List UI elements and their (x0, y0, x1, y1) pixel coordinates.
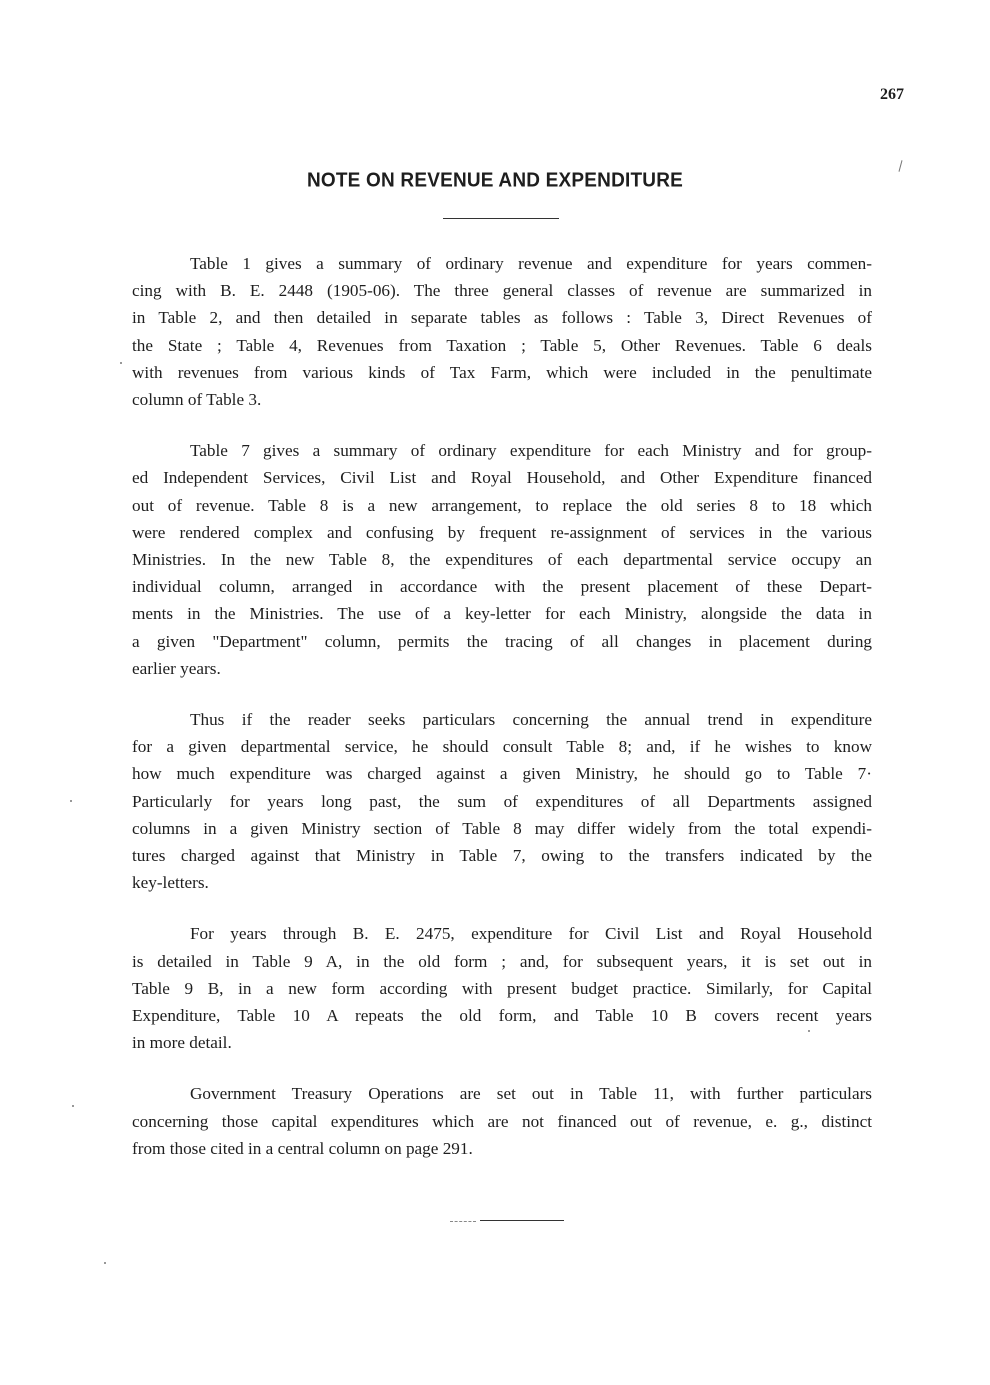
scan-speck (72, 1105, 74, 1107)
text-line: Table 7 gives a summary of ordinary expenditure for each Ministry and for group- (190, 441, 872, 461)
text-line: individual column, arranged in accordance with the present placement of these Depart- (132, 577, 872, 597)
text-line: Table 9 B, in a new form according with present budget practice. Similarly, for Capital (132, 978, 872, 998)
text-line: Thus if the reader seeks particulars concerning the annual trend in expenditure (190, 710, 872, 730)
scan-speck (808, 1030, 810, 1032)
scan-speck (120, 362, 122, 364)
text-line: concerning those capital expenditures which are not financed out of revenue, e. g., distinct (132, 1111, 872, 1131)
text-line: ments in the Ministries. The use of a key-letter for each Ministry, alongside the data in (132, 604, 872, 624)
paragraph (132, 706, 872, 896)
text-line: cing with B. E. 2448 (1905-06). The three general classes of revenue are summarized in (132, 281, 872, 301)
text-line: the State ; Table 4, Revenues from Taxation ; Table 5, Other Revenues. Table 6 deals (132, 335, 872, 355)
page-number: 267 (880, 86, 904, 103)
text-line: for a given departmental service, he should consult Table 8; and, if he wishes to know (132, 737, 872, 757)
scan-speck (70, 800, 72, 802)
page-title: NOTE ON REVENUE AND EXPENDITURE (306, 169, 684, 192)
text-line: Expenditure, Table 10 A repeats the old form, and Table 10 B covers recent years (132, 1006, 872, 1026)
text-line: key-letters. (132, 873, 209, 893)
text-line: how much expenditure was charged against a given Ministry, he should go to Table 7· (132, 764, 872, 784)
text-line: Ministries. In the new Table 8, the expenditures of each departmental service occupy an (132, 550, 872, 570)
body-text (132, 250, 872, 1186)
text-line: is detailed in Table 9 A, in the old form ; and, for subsequent years, it is set out in (132, 951, 872, 971)
text-line: from those cited in a central column on page 291. (132, 1138, 473, 1158)
text-line: column of Table 3. (132, 390, 262, 410)
paragraph (132, 250, 872, 413)
text-line: Table 1 gives a summary of ordinary revenue and expenditure for years commen- (190, 254, 872, 273)
text-line: in Table 2, and then detailed in separate tables as follows : Table 3, Direct Revenues of (132, 308, 872, 328)
text-line: in more detail. (132, 1033, 232, 1053)
paragraph (132, 437, 872, 682)
paragraph (132, 1080, 872, 1162)
text-line: tures charged against that Ministry in Table 7, owing to the transfers indicated by the (132, 846, 872, 866)
text-line: with revenues from various kinds of Tax Farm, which were included in the penultimate (132, 362, 872, 382)
title-underline-rule (443, 218, 559, 219)
text-line: Government Treasury Operations are set out in Table 11, with further particulars (190, 1084, 872, 1104)
end-rule-dash (450, 1221, 476, 1222)
text-line: columns in a given Ministry section of Table 8 may differ widely from the total expendi- (132, 818, 872, 838)
text-line: Particularly for years long past, the sum of expenditures of all Departments assigned (132, 791, 872, 811)
text-line: For years through B. E. 2475, expenditure for Civil List and Royal Household (190, 924, 872, 944)
scan-speck (104, 1262, 106, 1264)
text-line: were rendered complex and confusing by frequent re-assignment of services in the various (132, 522, 872, 542)
text-line: a given "Department" column, permits the tracing of all changes in placement during (132, 631, 872, 651)
text-line: earlier years. (132, 658, 221, 678)
end-rule (480, 1220, 564, 1221)
text-line: out of revenue. Table 8 is a new arrangement, to replace the old series 8 to 18 which (132, 495, 872, 515)
paragraph (132, 920, 872, 1056)
text-line: ed Independent Services, Civil List and Royal Household, and Other Expenditure financed (132, 468, 872, 488)
